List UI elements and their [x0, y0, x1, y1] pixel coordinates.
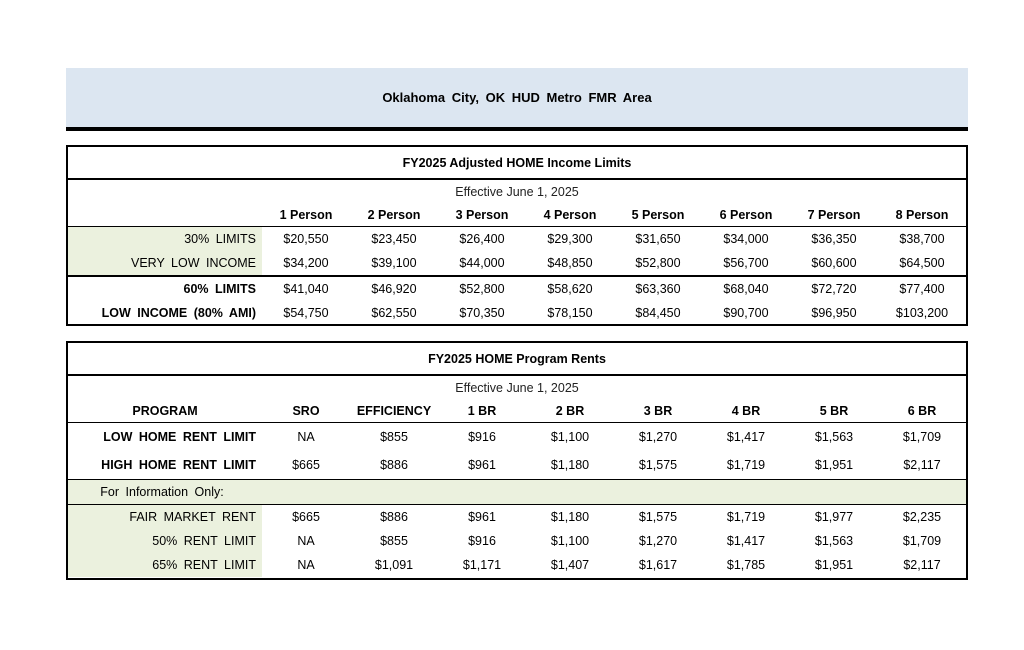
cell: $20,550: [283, 232, 329, 246]
cell: $1,270: [638, 430, 678, 444]
cell: $78,150: [547, 306, 593, 320]
table-row: [68, 251, 966, 275]
cell: $1,785: [726, 558, 766, 572]
cell: $62,550: [371, 306, 417, 320]
cell: $1,417: [726, 534, 766, 548]
cell: $2,235: [902, 510, 942, 524]
income-effective-date: Effective June 1, 2025: [455, 185, 579, 199]
cell: $855: [380, 534, 408, 548]
cell: $855: [380, 430, 408, 444]
table-row: [68, 301, 966, 325]
cell: $103,200: [895, 306, 949, 320]
income-header: 6 Person: [719, 208, 773, 222]
cell: $2,117: [903, 458, 941, 472]
cell: $58,620: [547, 282, 593, 296]
cell: $1,270: [638, 534, 678, 548]
cell: $60,600: [811, 256, 857, 270]
cell: $665: [292, 510, 320, 524]
cell: $916: [468, 430, 496, 444]
table-row: [68, 529, 966, 553]
cell: $38,700: [899, 232, 945, 246]
cell: $1,709: [902, 534, 942, 548]
income-table-title: FY2025 Adjusted HOME Income Limits: [68, 147, 966, 180]
home-rents-table: [66, 341, 968, 580]
program-header: PROGRAM: [132, 404, 198, 418]
cell: $68,040: [723, 282, 769, 296]
income-header: 8 Person: [895, 208, 949, 222]
income-header: 5 Person: [631, 208, 685, 222]
table-row: [68, 226, 966, 251]
cell: $1,407: [550, 558, 590, 572]
rents-header: EFFICIENCY: [356, 404, 432, 418]
cell: $886: [380, 510, 408, 524]
cell: $39,100: [371, 256, 417, 270]
cell: $886: [380, 458, 408, 472]
cell: $72,720: [811, 282, 857, 296]
cell: $1,951: [814, 558, 854, 572]
cell: $46,920: [371, 282, 417, 296]
cell: $44,000: [459, 256, 505, 270]
cell: $1,575: [638, 458, 678, 472]
cell: $1,719: [726, 510, 766, 524]
rents-header: 2 BR: [555, 404, 585, 418]
cell: $77,400: [899, 282, 945, 296]
cell: $36,350: [811, 232, 857, 246]
cell: $916: [468, 534, 496, 548]
cell: $52,800: [635, 256, 681, 270]
cell: $2,117: [903, 558, 941, 572]
rents-header: 6 BR: [907, 404, 937, 418]
cell: $1,180: [550, 458, 590, 472]
row-label: 30% LIMITS: [68, 227, 262, 251]
cell: NA: [297, 430, 315, 444]
row-label: LOW HOME RENT LIMIT: [103, 430, 256, 444]
cell: $1,563: [814, 430, 854, 444]
row-label: 50% RENT LIMIT: [68, 529, 262, 553]
rents-header: 3 BR: [643, 404, 673, 418]
rents-header-row: [68, 400, 966, 422]
cell: NA: [297, 534, 315, 548]
cell: $1,563: [814, 534, 854, 548]
cell: $96,950: [811, 306, 857, 320]
cell: $1,617: [638, 558, 678, 572]
cell: $1,575: [638, 510, 678, 524]
cell: $1,977: [814, 510, 854, 524]
income-limits-table: [66, 145, 968, 326]
cell: $1,171: [462, 558, 502, 572]
cell: $29,300: [547, 232, 593, 246]
income-header-blank: [68, 204, 262, 226]
income-header: 7 Person: [807, 208, 861, 222]
cell: $63,360: [635, 282, 681, 296]
info-only-row: [68, 479, 966, 504]
cell: $34,200: [283, 256, 329, 270]
cell: NA: [297, 558, 315, 572]
rents-effective-date: Effective June 1, 2025: [455, 381, 579, 395]
cell: $1,709: [902, 430, 942, 444]
cell: $1,417: [726, 430, 766, 444]
area-banner: [66, 68, 968, 131]
cell: $665: [292, 458, 320, 472]
cell: $1,091: [374, 558, 414, 572]
row-label: FAIR MARKET RENT: [68, 505, 262, 529]
cell: $54,750: [283, 306, 329, 320]
cell: $1,719: [726, 458, 766, 472]
cell: $1,951: [814, 458, 854, 472]
cell: $961: [468, 458, 496, 472]
cell: $1,100: [550, 534, 590, 548]
cell: $1,180: [550, 510, 590, 524]
table-row: [68, 504, 966, 529]
cell: $48,850: [547, 256, 593, 270]
cell: $56,700: [723, 256, 769, 270]
cell: $1,100: [550, 430, 590, 444]
cell: $70,350: [459, 306, 505, 320]
income-header: 1 Person: [279, 208, 333, 222]
cell: $961: [468, 510, 496, 524]
rents-header: 4 BR: [731, 404, 761, 418]
income-header: 4 Person: [543, 208, 597, 222]
income-header: 3 Person: [455, 208, 509, 222]
info-only-label: For Information Only:: [100, 485, 224, 499]
cell: $84,450: [635, 306, 681, 320]
table-row: [68, 422, 966, 451]
row-label: 60% LIMITS: [183, 282, 256, 296]
cell: $23,450: [371, 232, 417, 246]
table-row: [68, 275, 966, 301]
row-label: 65% RENT LIMIT: [68, 553, 262, 577]
cell: $90,700: [723, 306, 769, 320]
area-title: Oklahoma City, OK HUD Metro FMR Area: [382, 90, 652, 105]
table-row: [68, 553, 966, 577]
rents-table-title: FY2025 HOME Program Rents: [68, 343, 966, 376]
table-row: [68, 451, 966, 479]
rents-header: 1 BR: [467, 404, 497, 418]
cell: $31,650: [635, 232, 681, 246]
income-header-row: [68, 204, 966, 226]
rents-header: 5 BR: [819, 404, 849, 418]
cell: $41,040: [283, 282, 329, 296]
row-label: VERY LOW INCOME: [68, 251, 262, 275]
cell: $64,500: [899, 256, 945, 270]
income-header: 2 Person: [367, 208, 421, 222]
cell: $26,400: [459, 232, 505, 246]
rents-header: SRO: [292, 404, 320, 418]
row-label: LOW INCOME (80% AMI): [101, 306, 256, 320]
cell: $34,000: [723, 232, 769, 246]
row-label: HIGH HOME RENT LIMIT: [101, 458, 256, 472]
cell: $52,800: [459, 282, 505, 296]
